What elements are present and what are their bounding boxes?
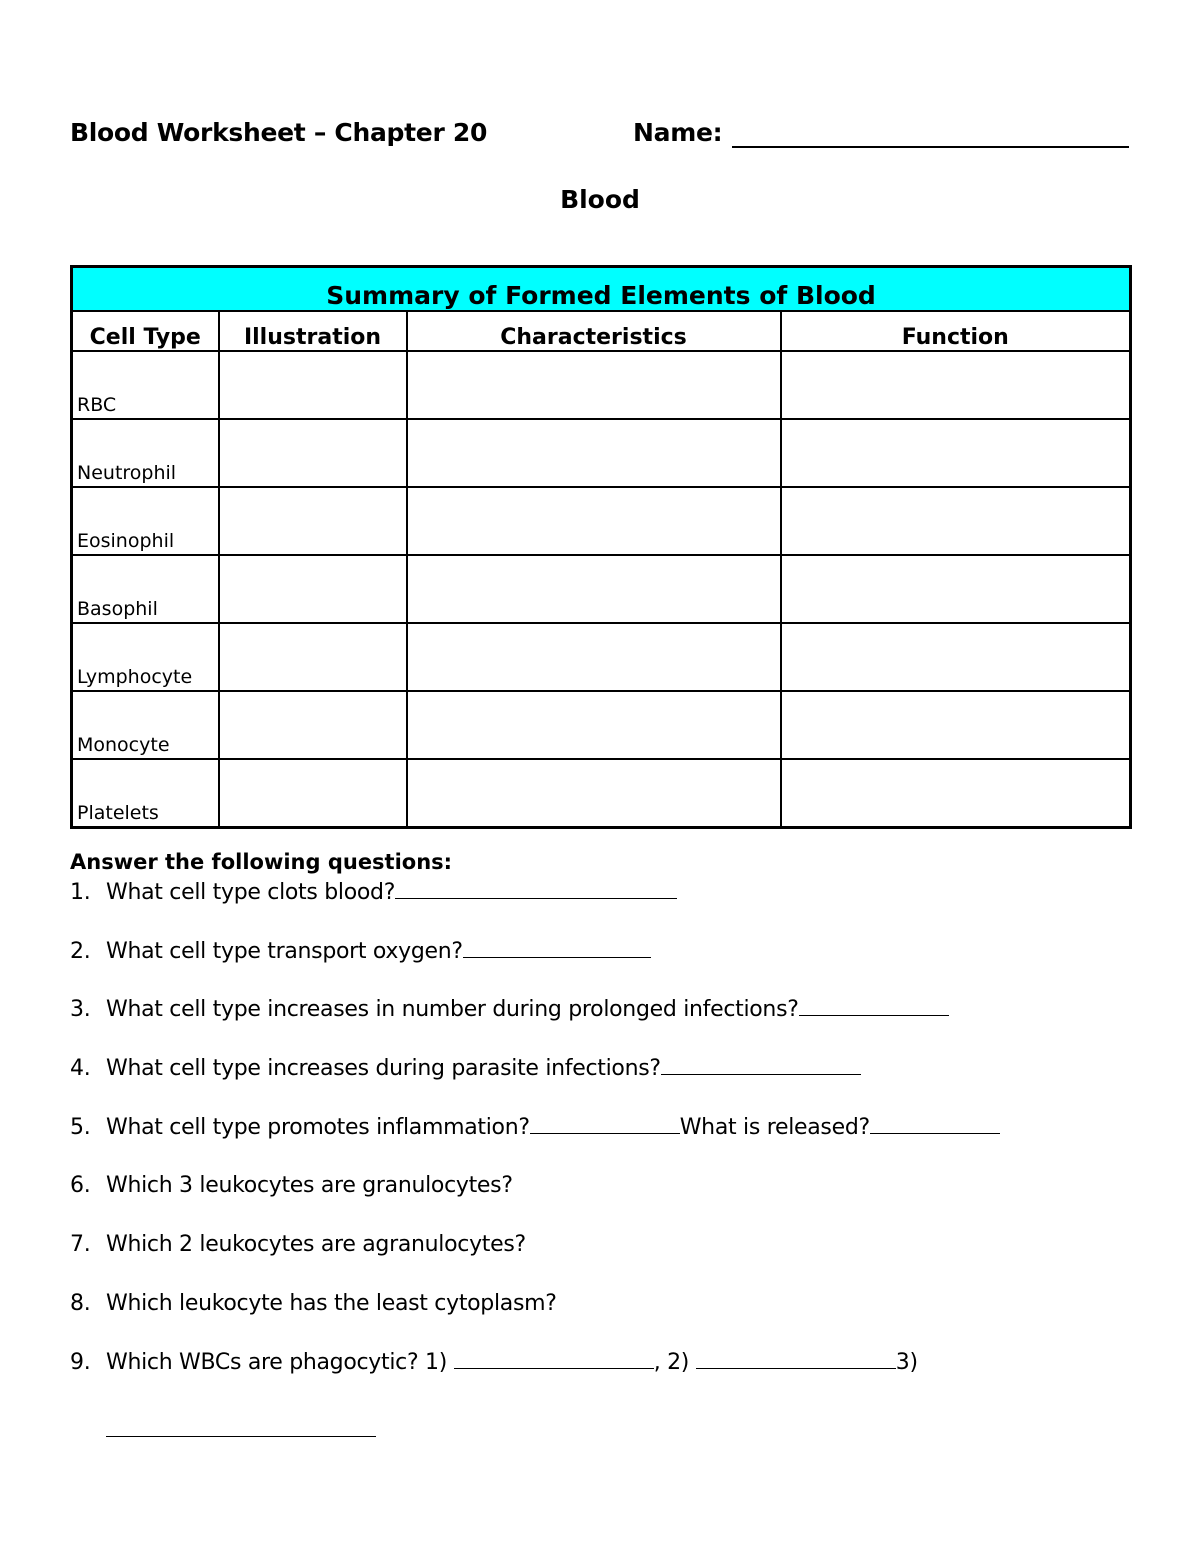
column-header-cell-type: Cell Type bbox=[72, 311, 219, 351]
answer-blank[interactable] bbox=[106, 1436, 376, 1437]
worksheet-title: Blood Worksheet – Chapter 20 bbox=[70, 118, 488, 147]
illustration-cell[interactable] bbox=[219, 351, 407, 419]
answer-blank[interactable] bbox=[530, 1115, 680, 1134]
question-number: 9. bbox=[70, 1349, 91, 1375]
characteristics-cell[interactable] bbox=[407, 691, 781, 759]
question-number: 2. bbox=[70, 938, 91, 964]
question-item bbox=[70, 1291, 1150, 1350]
characteristics-cell[interactable] bbox=[407, 351, 781, 419]
characteristics-cell[interactable] bbox=[407, 419, 781, 487]
cell-type-label: Basophil bbox=[72, 555, 219, 623]
table-row bbox=[72, 351, 1131, 419]
question-number: 7. bbox=[70, 1232, 91, 1258]
question-item bbox=[70, 939, 1150, 998]
cell-type-label: Monocyte bbox=[72, 691, 219, 759]
cell-type-label: Platelets bbox=[72, 759, 219, 828]
cell-type-label: Neutrophil bbox=[72, 419, 219, 487]
question-text: What cell type increases during parasite infections? bbox=[106, 1056, 661, 1082]
question-item bbox=[70, 1115, 1150, 1174]
question-item bbox=[70, 997, 1150, 1056]
characteristics-cell[interactable] bbox=[407, 555, 781, 623]
illustration-cell[interactable] bbox=[219, 691, 407, 759]
questions-section bbox=[70, 850, 1150, 1408]
question-text: What cell type promotes inflammation? bbox=[106, 1114, 530, 1140]
name-blank-line[interactable] bbox=[732, 146, 1129, 148]
function-cell[interactable] bbox=[781, 759, 1131, 828]
cell-type-label: RBC bbox=[72, 351, 219, 419]
question-number: 6. bbox=[70, 1173, 91, 1199]
table-row bbox=[72, 419, 1131, 487]
function-cell[interactable] bbox=[781, 351, 1131, 419]
illustration-cell[interactable] bbox=[219, 555, 407, 623]
question-number: 5. bbox=[70, 1114, 91, 1140]
question-item bbox=[70, 1056, 1150, 1115]
question-item bbox=[70, 1173, 1150, 1232]
answer-blank[interactable] bbox=[463, 939, 651, 958]
question-item bbox=[70, 880, 1150, 939]
question-item bbox=[70, 1232, 1150, 1291]
answer-blank[interactable] bbox=[696, 1350, 896, 1369]
question-text: What cell type transport oxygen? bbox=[106, 938, 463, 964]
answer-blank[interactable] bbox=[799, 997, 949, 1016]
table-row bbox=[72, 555, 1131, 623]
characteristics-cell[interactable] bbox=[407, 623, 781, 691]
question-number: 4. bbox=[70, 1056, 91, 1082]
illustration-cell[interactable] bbox=[219, 623, 407, 691]
question-text: Which 2 leukocytes are agranulocytes? bbox=[106, 1232, 526, 1258]
question-item bbox=[70, 1350, 1150, 1409]
column-header-illustration: Illustration bbox=[219, 311, 407, 351]
question-text-secondary: , 2) bbox=[653, 1349, 690, 1375]
question-text-secondary: What is released? bbox=[679, 1114, 870, 1140]
question-text: What cell type clots blood? bbox=[106, 880, 396, 905]
question-text-tertiary: 3) bbox=[895, 1349, 918, 1375]
table-row bbox=[72, 759, 1131, 828]
section-subtitle: Blood bbox=[560, 185, 640, 214]
question-text: Which 3 leukocytes are granulocytes? bbox=[106, 1173, 513, 1199]
function-cell[interactable] bbox=[781, 555, 1131, 623]
characteristics-cell[interactable] bbox=[407, 487, 781, 555]
answer-blank[interactable] bbox=[870, 1115, 1000, 1134]
function-cell[interactable] bbox=[781, 691, 1131, 759]
illustration-cell[interactable] bbox=[219, 759, 407, 828]
question-number: 3. bbox=[70, 997, 91, 1023]
function-cell[interactable] bbox=[781, 419, 1131, 487]
question-text: Which leukocyte has the least cytoplasm? bbox=[106, 1290, 557, 1316]
cell-type-label: Eosinophil bbox=[72, 487, 219, 555]
function-cell[interactable] bbox=[781, 623, 1131, 691]
table-row bbox=[72, 623, 1131, 691]
question-number: 1. bbox=[70, 880, 91, 905]
formed-elements-table bbox=[70, 265, 1132, 829]
illustration-cell[interactable] bbox=[219, 487, 407, 555]
column-header-function: Function bbox=[781, 311, 1131, 351]
column-header-characteristics: Characteristics bbox=[407, 311, 781, 351]
question-number: 8. bbox=[70, 1290, 91, 1316]
answer-blank[interactable] bbox=[454, 1350, 654, 1369]
table-row bbox=[72, 691, 1131, 759]
answer-blank[interactable] bbox=[661, 1056, 861, 1075]
questions-heading: Answer the following questions: bbox=[70, 850, 453, 874]
illustration-cell[interactable] bbox=[219, 419, 407, 487]
cell-type-label: Lymphocyte bbox=[72, 623, 219, 691]
table-title: Summary of Formed Elements of Blood bbox=[72, 267, 1131, 312]
table-row bbox=[72, 487, 1131, 555]
characteristics-cell[interactable] bbox=[407, 759, 781, 828]
answer-blank[interactable] bbox=[395, 880, 677, 899]
name-label: Name: bbox=[633, 118, 723, 147]
question-text: What cell type increases in number during prolonged infections? bbox=[106, 997, 799, 1023]
function-cell[interactable] bbox=[781, 487, 1131, 555]
question-text: Which WBCs are phagocytic? 1) bbox=[106, 1349, 448, 1375]
